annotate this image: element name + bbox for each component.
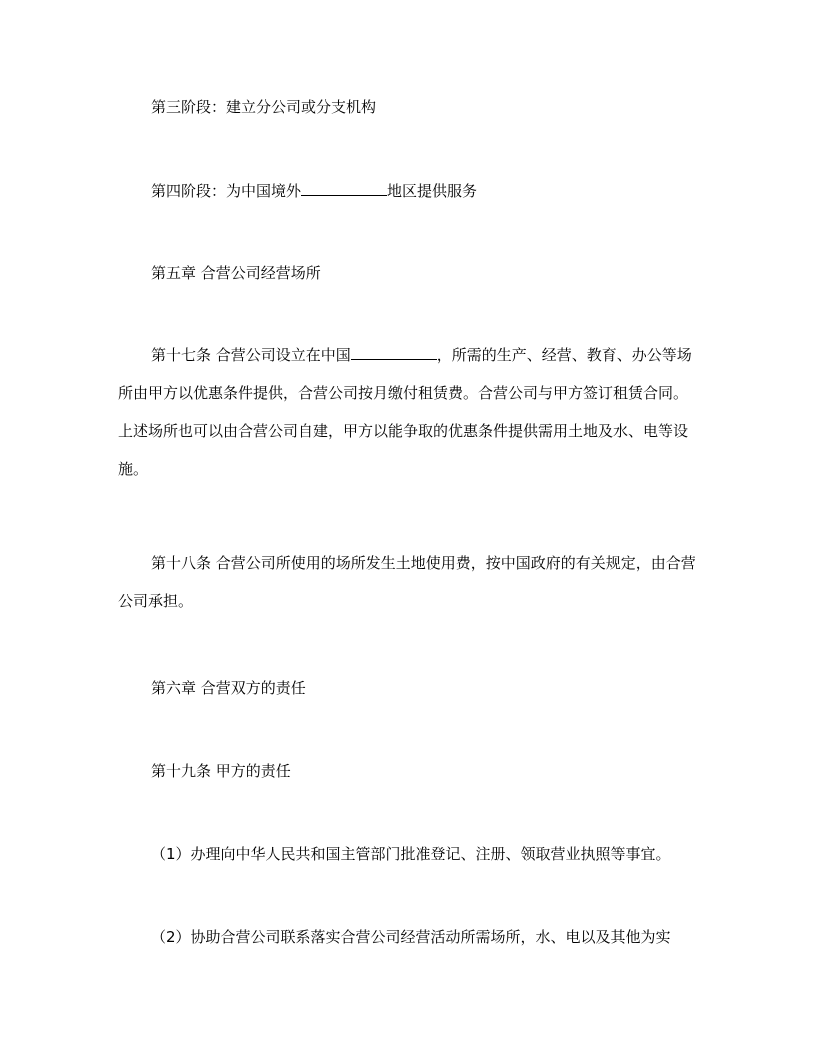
- item-2-line: （2）协助合营公司联系落实合营公司经营活动所需场所，水、电以及其他为实: [151, 928, 671, 946]
- article-18-text: 第十八条 合营公司所使用的场所发生土地使用费，按中国政府的有关规定，由合营公司承担。: [118, 554, 696, 610]
- stage-4-suffix: 地区提供服务: [387, 182, 478, 200]
- chapter-6-heading: 第六章 合营双方的责任: [151, 679, 306, 697]
- article-17-body: 等场所由甲方以优惠条件提供，合营公司按月缴付租赁费。合营公司与甲方签订租赁合同。上述场所也可以由合营公司自建，甲方以能争取的优惠条件提供需用土地及水、电等设施。: [118, 346, 692, 478]
- stage-4-prefix: 第四阶段：为中国境外: [151, 182, 302, 200]
- item-1-line: （1）办理向中华人民共和国主管部门批准登记、注册、领取营业执照等事宜。: [151, 845, 671, 863]
- article-18-paragraph: [118, 544, 698, 620]
- article-19-heading: 第十九条 甲方的责任: [151, 762, 291, 780]
- blank-underline: [301, 180, 387, 196]
- blank-underline: [351, 344, 437, 360]
- chapter-5-heading: 第五章 合营公司经营场所: [151, 264, 321, 282]
- article-17-line1-suffix: ，所需的生产、经营、教育、办公: [436, 346, 662, 364]
- stage-3-line: 第三阶段：建立分公司或分支机构: [151, 98, 377, 116]
- article-17-prefix: 第十七条 合营公司设立在中国: [151, 346, 351, 364]
- stage-4-line: [151, 180, 477, 201]
- article-17-paragraph: [118, 336, 698, 488]
